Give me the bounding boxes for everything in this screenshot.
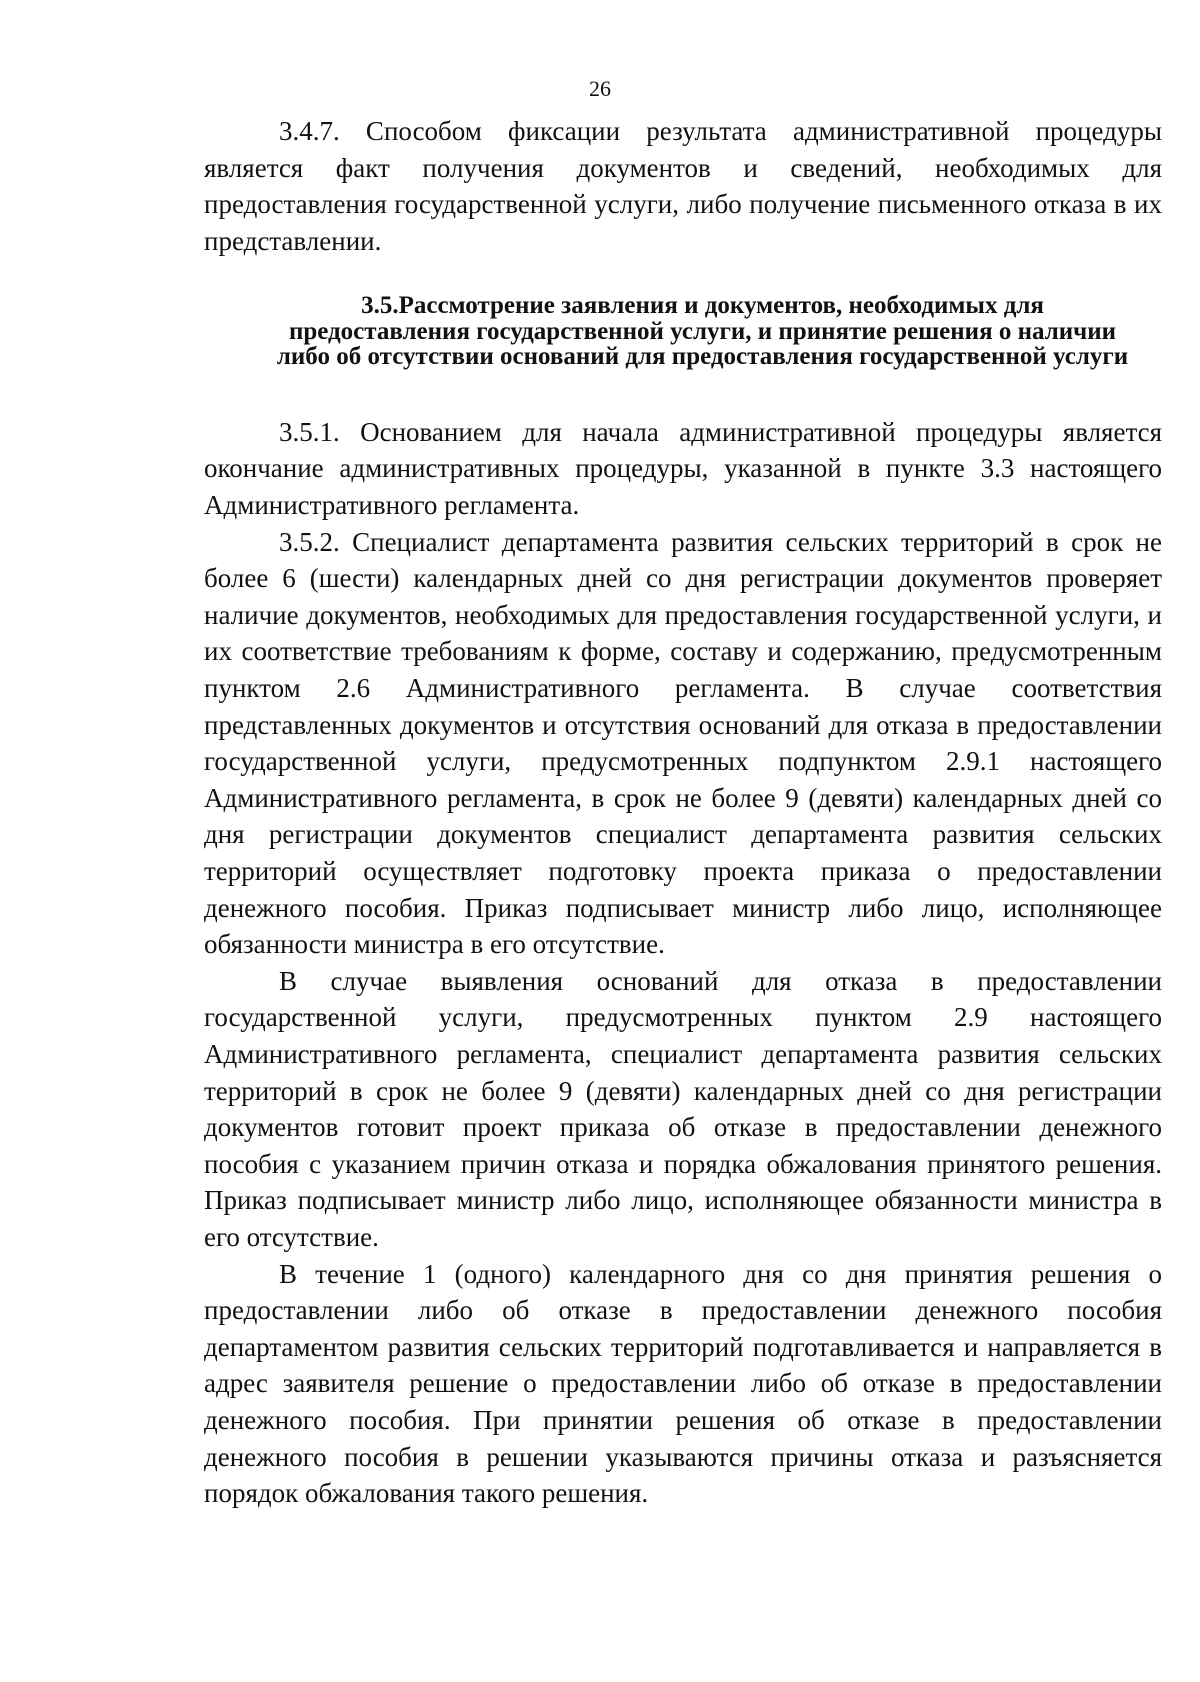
paragraph-3-5-1: 3.5.1. Основанием для начала административной процедуры является окончание административных процедуры, указанной в пункте 3.3 настоящего Административного регламента. bbox=[204, 416, 1162, 521]
paragraph-decision-notification: В течение 1 (одного) календарного дня со дня принятия решения о предоставлении либо об отказе в предоставлении денежного пособия департаментом развития сельских территорий подготавливается и направляется в адрес заявителя решение о предоставлении либо об отказе в предоставлении денежного пособия. При принятии решения об отказе в предоставлении денежного пособия в решении указываются причины отказа и разъясняется порядок обжалования такого решения. bbox=[204, 1258, 1162, 1509]
document-body bbox=[204, 113, 1162, 1512]
section-spacer bbox=[204, 370, 1162, 414]
paragraph-3-4-7: 3.4.7. Способом фиксации результата административной процедуры является факт получения документов и сведений, необходимых для предоставления государственной услуги, либо получение письменного отказа в их представлении. bbox=[204, 116, 1162, 256]
page-number: 26 bbox=[589, 76, 611, 101]
paragraph-refusal-case: В случае выявления оснований для отказа в предоставлении государственной услуги, предусмотренных пунктом 2.9 настоящего Административного регламента, специалист департамента развития сельских территорий в срок не более 9 (девяти) календарных дней со дня регистрации документов готовит проект приказа об отказе в предоставлении денежного пособия с указанием причин отказа и порядка обжалования принятого решения. Приказ подписывает министр либо лицо, исполняющее обязанности министра в его отсутствие. bbox=[204, 965, 1162, 1252]
section-heading-3-5: 3.5.Рассмотрение заявления и документов, необходимых для предоставления государственной услуги, и принятие решения о наличии либо об отсутствии оснований для предоставления государственной услуги bbox=[276, 292, 1129, 371]
paragraph-3-5-2: 3.5.2. Специалист департамента развития сельских территорий в срок не более 6 (шести) календарных дней со дня регистрации документов проверяет наличие документов, необходимых для предоставления государственной услуги, и их соответствие требованиям к форме, составу и содержанию, предусмотренным пунктом 2.6 Административного регламента. В случае соответствия представленных документов и отсутствия оснований для отказа в предоставлении государственной услуги, предусмотренных подпунктом 2.9.1 настоящего Административного регламента, в срок не более 9 (девяти) календарных дней со дня регистрации документов специалист департамента развития сельских территорий осуществляет подготовку проекта приказа о предоставлении денежного пособия. Приказ подписывает министр либо лицо, исполняющее обязанности министра в его отсутствие. bbox=[204, 526, 1162, 960]
